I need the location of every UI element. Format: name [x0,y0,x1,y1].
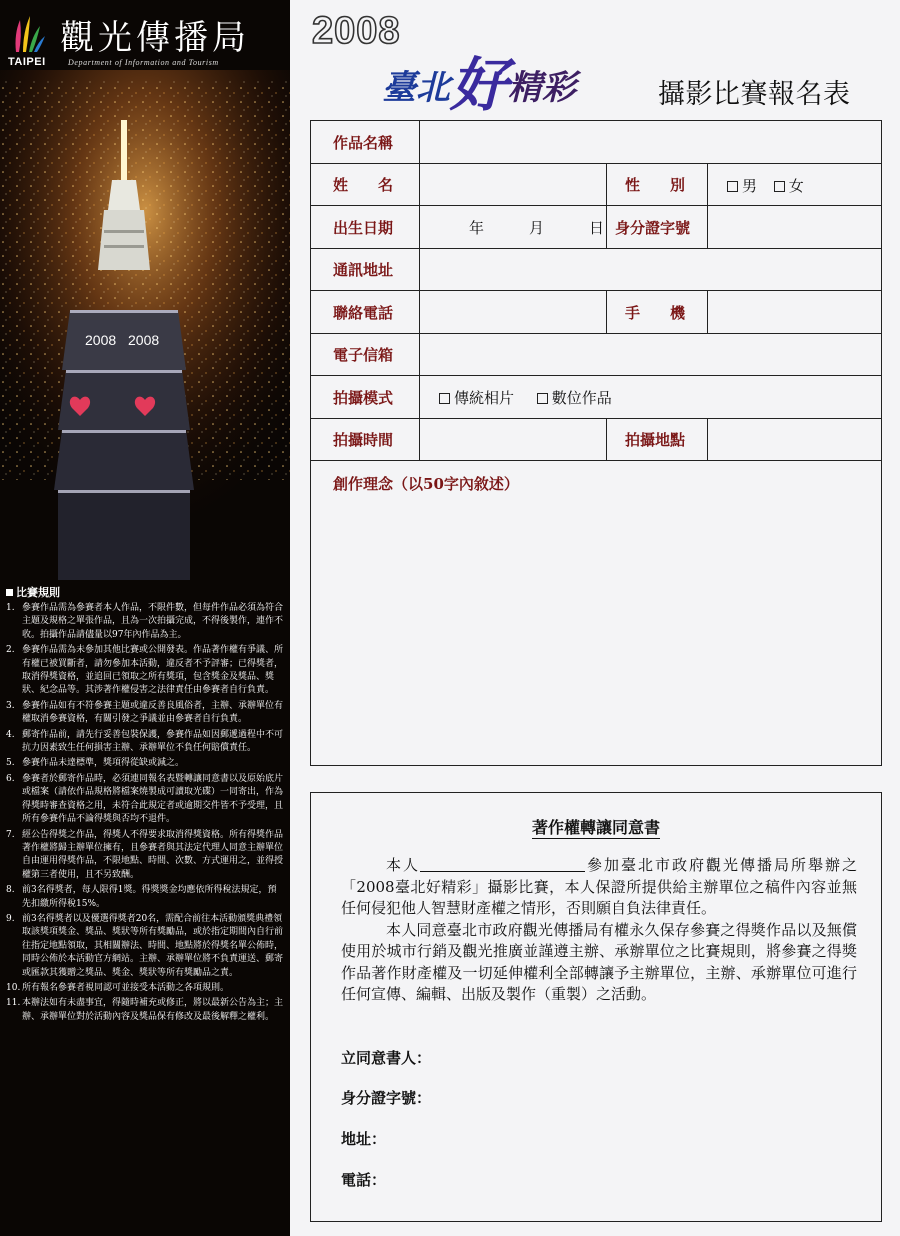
svg-text:2008: 2008 [128,332,160,348]
shooting-place-label: 拍攝地點 [625,431,686,449]
registration-table [310,120,882,766]
registration-form-page [290,0,900,1236]
row-divider [311,460,881,461]
row-divider [311,163,881,164]
bureau-logo [6,8,286,68]
name-field[interactable] [423,167,603,203]
col-divider [606,205,607,248]
phone-label: 聯絡電話 [333,304,394,322]
contest-brand-title [382,38,576,122]
consent-name-blank[interactable] [420,858,585,872]
rule-item [6,729,284,756]
consent-title [311,815,881,838]
rule-item [6,982,284,995]
shooting-time-field[interactable] [423,422,603,458]
birth-year-unit: 年 [469,219,485,237]
rule-text: 參賽作品需為未參加其他比賽或公開發表。作品著作權有爭議、所有權已被買斷者，請勿參加本活動，違反者不予評審；已得獎者，取消得獎資格，並追回已領取之所有獎項，包含獎金及獎品、獎狀、紀念品等。其涉著作權侵害之法律責任由參賽者自行負責。 [22,645,284,696]
work-name-label: 作品名稱 [333,134,394,152]
rule-text: 本辦法如有未盡事宜，得隨時補充或修正，將以最新公告為主；主辦、承辦單位對於活動內容及獎品保有修改及最後解釋之權利。 [22,998,284,1022]
row-divider [311,290,881,291]
email-label: 電子信箱 [333,346,394,364]
rules-title: 比賽規則 [6,584,284,600]
rule-item [6,602,284,642]
row-divider [311,205,881,206]
address-label: 通訊地址 [333,261,394,279]
rule-item [6,644,284,698]
logo-taipei-text: TAIPEI [8,56,46,68]
rule-item [6,700,284,727]
rule-text: 前3名得獎者以及優選得獎者20名，需配合前往本活動頒獎典禮領取該獎項獎金、獎品、獎狀等所有獎勵品，或於指定期間內自行前往指定地點領取，其相關辦法、時間、地點將於得獎名單公佈時，同時公佈於本活動官方網站。主辦、承辦單位將不負責運送、郵寄或匯款其獲贈之獎品、獎金、獎狀等所有獎勵品之責。 [22,913,284,978]
birth-date-label: 出生日期 [333,219,394,237]
shooting-place-field[interactable] [711,422,879,458]
rule-number: 7. [6,829,15,840]
rule-number: 3. [6,700,15,711]
row-divider [311,248,881,249]
address-field[interactable] [423,252,877,288]
rule-item [6,884,284,911]
consent-p1-prefix: 本人 [386,856,420,874]
rule-number: 9. [6,913,15,924]
gender-label: 性 別 [625,176,686,194]
taipei-101-fireworks-photo [0,70,290,580]
gender-male-checkbox[interactable] [727,181,738,192]
form-title: 攝影比賽報名表 [658,79,851,110]
rule-text: 參賽作品未達標準，獎項得從缺或減之。 [22,758,185,769]
signer-phone-label: 電話： [341,1171,387,1189]
rule-item [6,829,284,883]
col-divider [606,418,607,460]
rule-number: 4. [6,729,15,740]
gender-female-label: 女 [788,177,804,195]
id-number-field[interactable] [711,209,879,245]
gender-options [727,175,804,196]
rule-number: 2. [6,645,15,656]
contest-rules [6,584,284,1026]
signer-id-label: 身分證字號： [341,1089,432,1107]
mode-digital-label: 數位作品 [551,389,612,407]
id-number-label: 身分證字號 [615,219,691,237]
birth-month-unit: 月 [529,219,545,237]
col-divider [707,290,708,333]
gender-female-checkbox[interactable] [774,181,785,192]
mobile-label: 手 機 [625,304,686,322]
creative-concept-field[interactable] [319,499,875,759]
gender-male-label: 男 [742,177,758,195]
bureau-name-en: Department of Information and Tourism [68,58,219,67]
shooting-mode-label: 拍攝模式 [333,389,394,407]
birth-day-unit: 日 [589,219,605,237]
rule-item [6,997,284,1024]
mode-film-checkbox[interactable] [439,393,450,404]
col-divider [707,205,708,248]
bureau-name: 觀光傳播局 [60,18,250,58]
work-name-field[interactable] [423,125,877,161]
consent-title-text: 著作權轉讓同意書 [531,818,660,837]
col-divider [606,290,607,333]
signer-address-label: 地址： [341,1130,387,1148]
rule-text: 經公告得獎之作品，得獎人不得要求取消得獎資格。所有得獎作品著作權將歸主辦單位擁有，且參賽者與其法定代理人同意主辦單位自由運用得獎作品，不限地點、時間、次數、方式運用之，並得授權第三者使用，且不另致酬。 [22,829,284,880]
rule-text: 前3名得獎者，每人限得1獎。得獎獎金均應依所得稅法規定，預先扣繳所得稅15%。 [22,885,277,909]
row-divider [311,375,881,376]
rule-text: 參賽作品如有不符參賽主題或違反善良風俗者，主辦、承辦單位有權取消參賽資格，有關引發之爭議並由參賽者自行負責。 [22,700,284,725]
rule-item [6,773,284,827]
row-divider [311,418,881,419]
email-field[interactable] [423,337,877,373]
mobile-field[interactable] [711,294,879,330]
brand-wonderful: 精彩 [508,68,577,108]
left-panel [0,0,290,1236]
rule-number: 11. [6,998,21,1009]
col-divider [606,163,607,205]
row-divider [311,333,881,334]
rule-number: 8. [6,885,15,896]
rule-item [6,757,284,770]
shooting-time-label: 拍攝時間 [333,431,394,449]
rule-number: 5. [6,758,15,769]
mode-digital-checkbox[interactable] [537,393,548,404]
rule-text: 參賽者於郵寄作品時，必須連同報名表暨轉讓同意書以及原始底片或檔案（請依作品規格將檔案燒製成可讀取光碟）一同寄出，作為得獎時審查資格之用，未符合此規定者或逾期交件皆不予受理，且所有參賽作品不論得獎與否均不退件。 [22,773,284,825]
name-label: 姓 名 [333,176,394,194]
rule-text: 參賽作品需為參賽者本人作品，不限件數，但每件作品必須為符合主題及規格之單張作品，且為一次拍攝完成，不得後製作，連作不收。拍攝作品請儘量以97年內作品為主。 [22,603,284,640]
consent-body [341,855,857,1006]
rules-list [6,602,284,1024]
creative-concept-label: 創作理念（以50字內敘述） [333,475,519,493]
contest-year: 2008 [312,10,401,52]
rule-text: 郵寄作品前，請先行妥善包裝保護，參賽作品如因郵遞過程中不可抗力因素致生任何損害主辦、承辦單位不負任何賠償責任。 [22,729,284,754]
copyright-consent-form [310,792,882,1222]
svg-text:2008: 2008 [85,332,117,348]
col-divider [419,121,420,460]
brand-good: 好 [450,51,509,119]
rule-text: 所有報名參賽者視同認可並接受本活動之各項規則。 [22,982,230,993]
rule-item [6,913,284,980]
brand-taipei: 臺北 [382,68,450,108]
phone-field[interactable] [423,294,603,330]
shooting-mode-options [439,387,612,408]
consent-p1-rest: 參加臺北市政府觀光傳播局所舉辦之「2008臺北好精彩」攝影比賽，本人保證所提供給主辦單位之稿件內容並無任何侵犯他人智慧財產權之情形，否則願自負法律責任。 [341,856,857,917]
rule-number: 10. [6,982,21,993]
col-divider [707,163,708,205]
rule-number: 6. [6,773,15,784]
col-divider [707,418,708,460]
mode-film-label: 傳統相片 [454,389,515,407]
signer-label: 立同意書人： [341,1049,432,1067]
rule-number: 1. [6,603,15,613]
taipei-logo-icon [10,14,46,54]
consent-paragraph: 本人同意臺北市政府觀光傳播局有權永久保存參賽之得獎作品以及無償使用於城市行銷及觀光推廣並謹遵主辦、承辦單位之比賽規則，將參賽之得獎作品著作財產權及一切延伸權利全部轉讓予主辦單位，主辦、承辦單位可進行任何宣傳、編輯、出版及製作（重製）之活動。 [341,920,857,1003]
consent-paragraph [341,855,857,920]
